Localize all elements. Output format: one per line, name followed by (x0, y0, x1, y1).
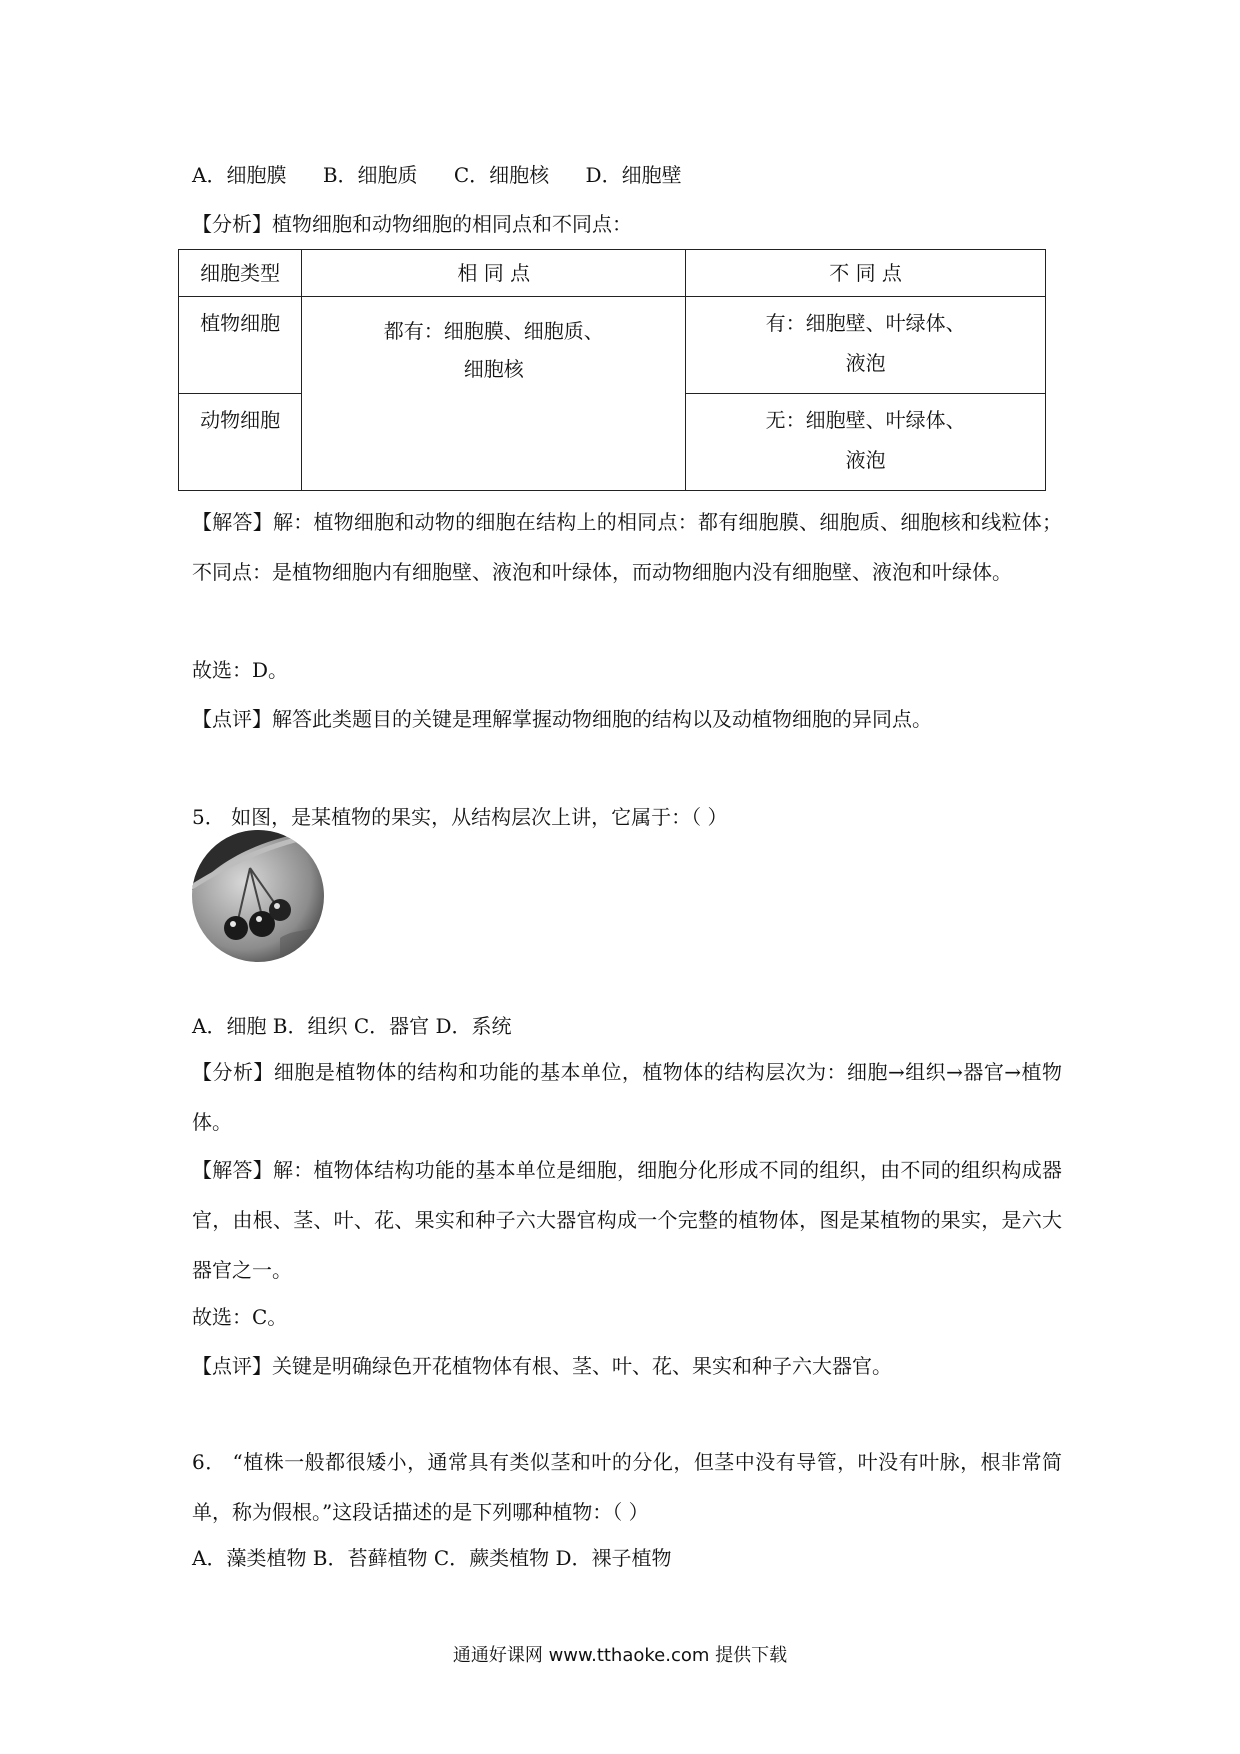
q5-choice: 故选：C。 (192, 1305, 288, 1329)
animal-cell-label: 动物细胞 (179, 394, 302, 491)
common-line-1: 都有：细胞膜、细胞质、 (383, 319, 604, 343)
cell-comparison-table (178, 249, 1046, 491)
q4-options (192, 161, 712, 189)
q4-option-b: B．细胞质 (322, 163, 418, 187)
q4-analysis: 【分析】植物细胞和动物细胞的相同点和不同点： (192, 212, 632, 236)
table-row-plant (179, 297, 1046, 394)
plant-diff-cell (686, 297, 1046, 394)
common-points-cell (302, 297, 686, 491)
q5-comment: 【点评】关键是明确绿色开花植物体有根、茎、叶、花、果实和种子六大器官。 (192, 1354, 892, 1378)
q5-question: 5． 如图，是某植物的果实，从结构层次上讲，它属于：（ ） (192, 805, 728, 829)
q4-comment: 【点评】解答此类题目的关键是理解掌握动物细胞的结构以及动植物细胞的异同点。 (192, 707, 932, 731)
header-different: 不 同 点 (686, 250, 1046, 297)
animal-diff-cell (686, 394, 1046, 491)
q4-answer: 【解答】解：植物细胞和动物的细胞在结构上的相同点：都有细胞膜、细胞质、细胞核和线粒体；不同点：是植物细胞内有细胞壁、液泡和叶绿体，而动物细胞内没有细胞壁、液泡和叶绿体。 (192, 510, 1062, 584)
fruit-photo (190, 828, 326, 964)
plant-diff-line-2: 液泡 (845, 351, 886, 375)
q4-option-d: D．细胞壁 (585, 163, 682, 187)
table-header-row (179, 250, 1046, 297)
q5-analysis: 【分析】细胞是植物体的结构和功能的基本单位，植物体的结构层次为：细胞→组织→器官→植物体。 (192, 1060, 1062, 1134)
q5-answer: 【解答】解：植物体结构功能的基本单位是细胞，细胞分化形成不同的组织，由不同的组织构成器官，由根、茎、叶、花、果实和种子六大器官构成一个完整的植物体，图是某植物的果实，是六大器官之一。 (192, 1158, 1062, 1282)
animal-diff-line-1: 无：细胞壁、叶绿体、 (765, 408, 966, 432)
plant-cell-label: 植物细胞 (179, 297, 302, 394)
q4-option-a: A．细胞膜 (192, 163, 287, 187)
q6-question: 6． “植株一般都很矮小，通常具有类似茎和叶的分化，但茎中没有导管，叶没有叶脉，根非常简单，称为假根。”这段话描述的是下列哪种植物：（ ） (192, 1450, 1062, 1524)
q5-options: A．细胞 B．组织 C．器官 D．系统 (192, 1014, 512, 1038)
header-common: 相 同 点 (302, 250, 686, 297)
q4-option-c: C．细胞核 (453, 163, 550, 187)
common-line-2: 细胞核 (463, 357, 524, 381)
q6-options: A．藻类植物 B．苔藓植物 C．蕨类植物 D．裸子植物 (192, 1546, 672, 1570)
animal-diff-line-2: 液泡 (845, 448, 886, 472)
q4-choice: 故选：D。 (192, 658, 289, 682)
plant-diff-line-1: 有：细胞壁、叶绿体、 (765, 311, 966, 335)
page-footer: 通通好课网 www.tthaoke.com 提供下载 (452, 1645, 788, 1666)
header-cell-type: 细胞类型 (179, 250, 302, 297)
